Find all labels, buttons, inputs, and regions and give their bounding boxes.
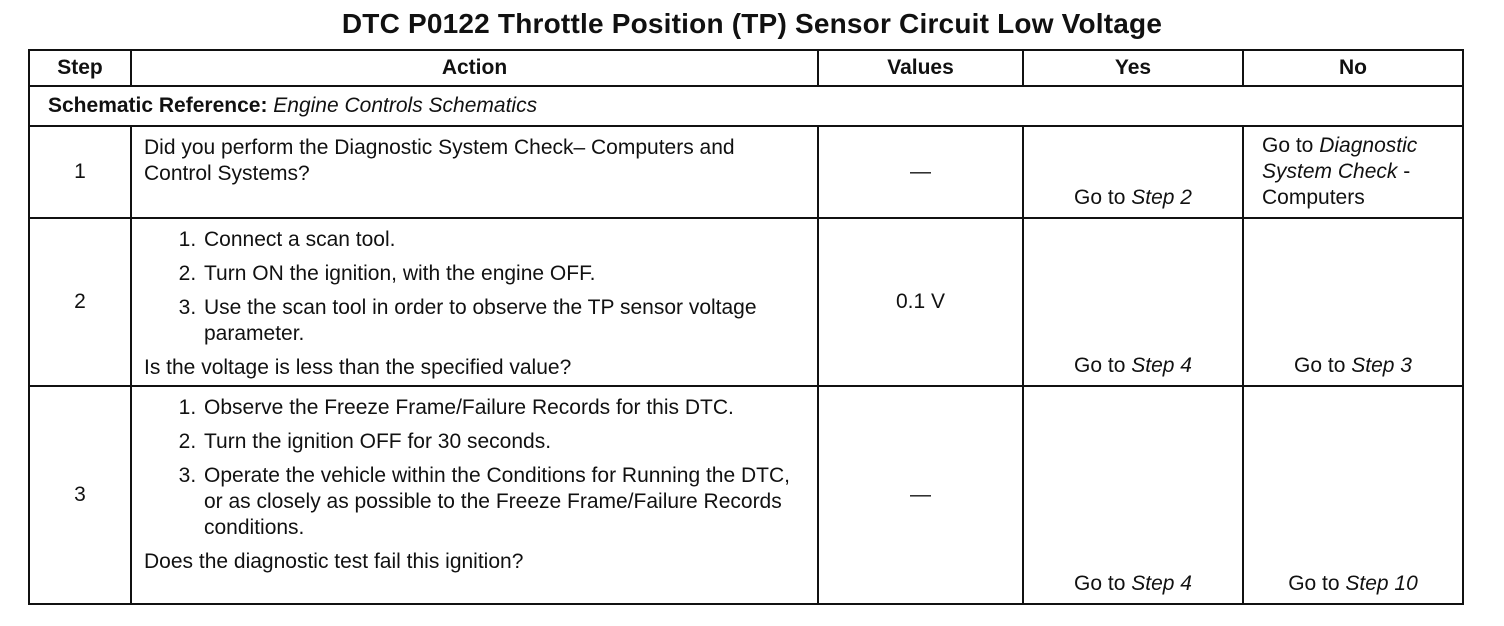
- action-question: Did you perform the Diagnostic System Check– Computers and Control Systems?: [144, 136, 735, 185]
- no-cell: [1243, 386, 1463, 604]
- list-item: 1. Observe the Freeze Frame/Failure Records for this DTC.: [202, 395, 805, 421]
- schematic-value: Engine Controls Schematics: [273, 94, 538, 117]
- yes-prefix: Go to: [1074, 186, 1132, 209]
- schematic-label: Schematic Reference:: [48, 94, 268, 117]
- header-row: [29, 50, 1463, 86]
- header-no: No: [1243, 50, 1463, 86]
- list-item: 3. Operate the vehicle within the Conditions for Running the DTC, or as closely as possible to the Freeze Frame/Failure Records conditions.: [202, 463, 805, 541]
- no-link[interactable]: Diagnostic System Check: [1262, 134, 1418, 183]
- yes-cell: [1023, 126, 1243, 218]
- header-values: Values: [818, 50, 1023, 86]
- yes-link[interactable]: Step 4: [1131, 354, 1192, 377]
- yes-cell: [1023, 218, 1243, 386]
- action-list: [144, 227, 805, 347]
- schematic-row: [29, 86, 1463, 126]
- yes-prefix: Go to: [1074, 572, 1132, 595]
- dtc-table: [28, 49, 1464, 605]
- schematic-reference: [29, 86, 1463, 126]
- table-row: [29, 218, 1463, 386]
- step-number: 1: [29, 126, 131, 218]
- action-cell: [131, 386, 818, 604]
- no-suffix: - Computers: [1262, 160, 1411, 209]
- list-item: 1. Connect a scan tool.: [202, 227, 805, 253]
- list-item: 2. Turn ON the ignition, with the engine OFF.: [202, 261, 805, 287]
- action-list: [144, 395, 805, 541]
- no-link[interactable]: Step 10: [1345, 572, 1418, 595]
- yes-cell: [1023, 386, 1243, 604]
- no-prefix: Go to: [1262, 134, 1320, 157]
- value-cell: —: [818, 386, 1023, 604]
- step-number: 3: [29, 386, 131, 604]
- value-cell: —: [818, 126, 1023, 218]
- yes-prefix: Go to: [1074, 354, 1132, 377]
- header-action: Action: [131, 50, 818, 86]
- no-prefix: Go to: [1294, 354, 1352, 377]
- value-cell: 0.1 V: [818, 218, 1023, 386]
- action-question: Does the diagnostic test fail this ignition?: [144, 550, 524, 573]
- no-prefix: Go to: [1288, 572, 1346, 595]
- no-cell: [1243, 126, 1463, 218]
- action-cell: [131, 218, 818, 386]
- action-question: Is the voltage is less than the specified value?: [144, 356, 572, 379]
- action-cell: [131, 126, 818, 218]
- list-item: 2. Turn the ignition OFF for 30 seconds.: [202, 429, 805, 455]
- yes-link[interactable]: Step 2: [1131, 186, 1192, 209]
- header-yes: Yes: [1023, 50, 1243, 86]
- step-number: 2: [29, 218, 131, 386]
- page-title: DTC P0122 Throttle Position (TP) Sensor Circuit Low Voltage: [341, 8, 1163, 39]
- no-cell: [1243, 218, 1463, 386]
- header-step: Step: [29, 50, 131, 86]
- list-item: 3. Use the scan tool in order to observe the TP sensor voltage parameter.: [202, 295, 805, 347]
- yes-link[interactable]: Step 4: [1131, 572, 1192, 595]
- table-row: [29, 386, 1463, 604]
- table-row: [29, 126, 1463, 218]
- no-link[interactable]: Step 3: [1351, 354, 1412, 377]
